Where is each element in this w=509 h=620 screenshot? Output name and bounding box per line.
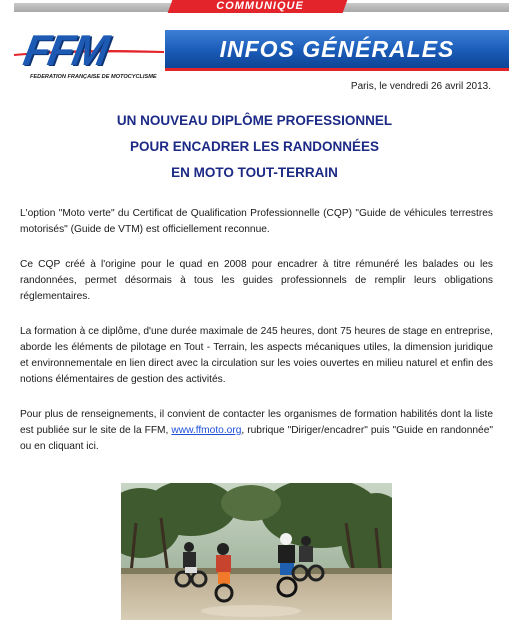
communique-label: COMMUNIQUE [216,0,304,12]
press-release-title [0,108,509,186]
photo-illustration [121,483,392,620]
contact-text-before: Pour plus de renseignements, il convient de contacter les organismes de formation habilités dont la liste est publiée sur le site de la FFM, [20,409,493,436]
ffmoto-link[interactable]: www.ffmoto.org [171,425,242,436]
document-date: Paris, le vendredi 26 avril 2013. [350,81,491,92]
paragraph: L'option "Moto verte" du Certificat de Qualification Professionnelle (CQP) "Guide de véhicules terrestres motorisés" (Guide de VTM) est officiellement reconnue. [20,208,493,235]
article-body [20,206,493,474]
contact-paragraph [20,407,493,455]
logo-subtitle: FEDERATION FRANÇAISE DE MOTOCYCLISME [30,74,157,80]
paragraph: Ce CQP créé à l'origine pour le quad en 2008 pour encadrer à titre rémunéré les balades ou les randonnées, permet désormais à tous les guides professionnels de remplir leurs obligations réglementaires. [20,259,493,302]
title-line: UN NOUVEAU DIPLÔME PROFESSIONNEL [116,113,393,128]
contact-text-after: , rubrique "Diriger/encadrer" puis "Guide en randonnée" ou en cliquant ici. [20,425,493,452]
banner-red-rule [165,68,509,71]
document-header [0,0,509,90]
infos-generales-banner [165,30,509,68]
paragraph: La formation à ce diplôme, d'une durée maximale de 245 heures, dont 75 heures de stage en entreprise, aborde les éléments de pilotage en Tout - Terrain, les aspects mécaniques utiles, la dimension juridique et environnementale en lien direct avec la circulation sur les voies ouvertes en milieu naturel et enfin des notions élémentaires de gestion des activités. [20,326,493,385]
riders-photo [121,483,392,620]
banner-title: INFOS GÉNÉRALES [219,36,455,62]
ffm-logo [14,27,164,82]
title-line: POUR ENCADRER LES RANDONNÉES [129,139,380,154]
title-line: EN MOTO TOUT-TERRAIN [171,165,338,180]
logo-letters: FFM [19,27,111,75]
